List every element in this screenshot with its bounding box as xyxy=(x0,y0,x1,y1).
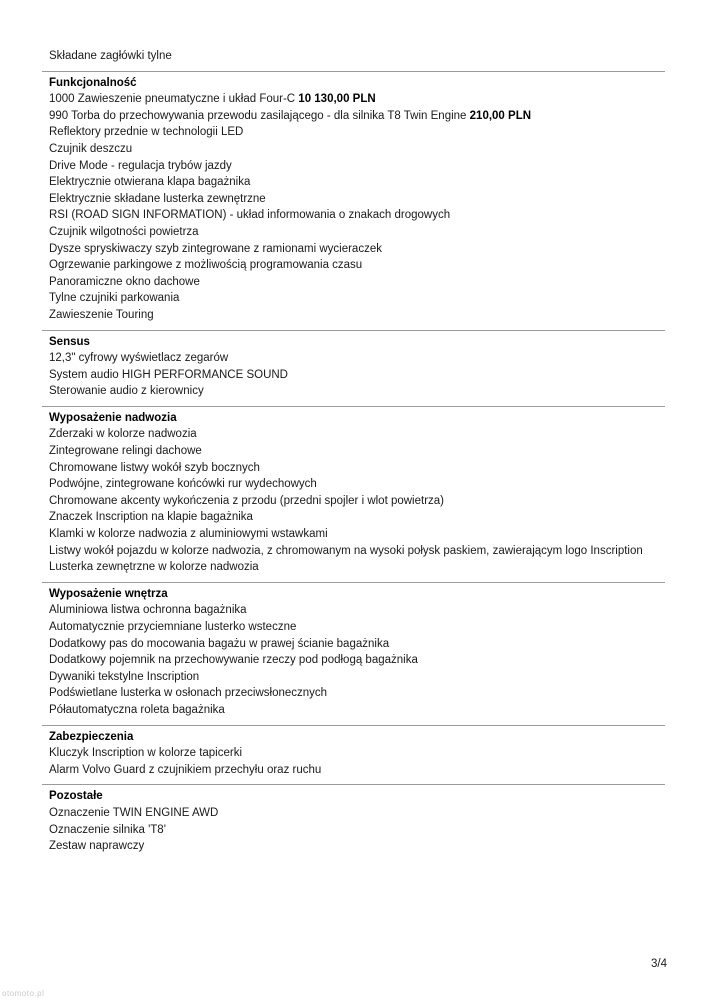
item-line xyxy=(49,685,665,702)
item-line xyxy=(49,274,665,291)
item-line xyxy=(49,460,665,477)
item-text: Dywaniki tekstylne Inscription xyxy=(49,670,200,683)
item-text: Składane zagłówki tylne xyxy=(49,50,172,62)
item-line xyxy=(49,290,665,307)
item-price: 10 130,00 PLN xyxy=(295,93,376,106)
item-text: Chromowane akcenty wykończenia z przodu (przedni spojler i wlot powietrza) xyxy=(49,494,445,507)
item-text: Zderzaki w kolorze nadwozia xyxy=(49,428,197,441)
item-text: Automatycznie przyciemniane lusterko wsteczne xyxy=(49,621,297,633)
section-title: Wyposażenie wnętrza xyxy=(49,587,168,600)
page-number: 3/4 xyxy=(651,958,667,970)
section-divider xyxy=(42,406,665,407)
item-text: Elektrycznie składane lusterka zewnętrzne xyxy=(49,192,266,205)
item-text: Podwójne, zintegrowane końcówki rur wydechowych xyxy=(49,478,317,491)
item-line xyxy=(49,48,665,65)
item-line xyxy=(49,383,665,400)
item-line xyxy=(49,158,665,175)
item-line xyxy=(49,307,665,324)
item-line xyxy=(49,476,665,493)
item-text: Oznaczenie TWIN ENGINE AWD xyxy=(49,806,219,819)
section-title: Pozostałe xyxy=(49,790,103,803)
item-text: 1000 Zawieszenie pneumatyczne i układ Four-C xyxy=(49,93,296,106)
item-line xyxy=(49,559,665,576)
item-text: Półautomatyczna roleta bagażnika xyxy=(49,703,225,716)
section-title: Wyposażenie nadwozia xyxy=(49,411,177,424)
item-line xyxy=(49,350,665,367)
item-line xyxy=(49,652,665,669)
item-text: Kluczyk Inscription w kolorze tapicerki xyxy=(49,747,243,760)
item-text: Dodatkowy pojemnik na przechowywanie rzeczy pod podłogą bagażnika xyxy=(49,654,418,667)
item-text: Reflektory przednie w technologii LED xyxy=(49,126,244,139)
item-text: Ogrzewanie parkingowe z możliwością programowania czasu xyxy=(49,259,363,272)
item-line xyxy=(49,493,665,510)
item-line xyxy=(49,838,665,855)
section-divider xyxy=(42,725,665,726)
item-line xyxy=(49,526,665,543)
item-text: Zawieszenie Touring xyxy=(49,308,154,321)
item-line xyxy=(49,108,665,125)
item-line xyxy=(49,822,665,839)
item-text: Aluminiowa listwa ochronna bagażnika xyxy=(49,604,247,617)
item-line xyxy=(49,224,665,241)
item-text: Dodatkowy pas do mocowania bagażu w prawej ścianie bagażnika xyxy=(49,637,390,650)
item-text: Listwy wokół pojazdu w kolorze nadwozia, z chromowanym na wysoki połysk paskiem, zawierającym logo Inscription xyxy=(49,544,643,557)
item-line xyxy=(49,124,665,141)
item-line xyxy=(49,702,665,719)
section-divider xyxy=(42,582,665,583)
watermark: otomoto.pl xyxy=(2,989,45,998)
item-text: Zintegrowane relingi dachowe xyxy=(49,445,202,458)
item-text: Znaczek Inscription na klapie bagażnika xyxy=(49,511,253,524)
section-divider xyxy=(42,330,665,331)
item-line xyxy=(49,636,665,653)
item-text: System audio HIGH PERFORMANCE SOUND xyxy=(49,368,288,381)
item-text: Drive Mode - regulacja trybów jazdy xyxy=(49,159,232,172)
item-line xyxy=(49,241,665,258)
item-line xyxy=(49,745,665,762)
item-line xyxy=(49,669,665,686)
item-line xyxy=(49,762,665,779)
item-text: Tylne czujniki parkowania xyxy=(49,292,180,305)
section-divider xyxy=(42,71,665,72)
item-line xyxy=(49,426,665,443)
item-line xyxy=(49,805,665,822)
item-line xyxy=(49,141,665,158)
item-line xyxy=(49,191,665,208)
item-text: RSI (ROAD SIGN INFORMATION) - układ informowania o znakach drogowych xyxy=(49,209,451,222)
item-line xyxy=(49,207,665,224)
item-line xyxy=(49,619,665,636)
item-text: 990 Torba do przechowywania przewodu zasilającego - dla silnika T8 Twin Engine xyxy=(49,109,467,122)
item-text: Chromowane listwy wokół szyb bocznych xyxy=(49,461,260,474)
item-line xyxy=(49,257,665,274)
item-text: Elektrycznie otwierana klapa bagażnika xyxy=(49,176,251,189)
item-text: Klamki w kolorze nadwozia z aluminiowymi wstawkami xyxy=(49,528,328,541)
section-divider xyxy=(42,784,665,785)
item-text: Alarm Volvo Guard z czujnikiem przechyłu oraz ruchu xyxy=(49,763,322,776)
item-line xyxy=(49,509,665,526)
item-line xyxy=(49,543,665,560)
item-line xyxy=(49,443,665,460)
item-text: Oznaczenie silnika 'T8' xyxy=(49,823,166,836)
item-text: Podświetlane lusterka w osłonach przeciwsłonecznych xyxy=(49,687,328,700)
section-title: Zabezpieczenia xyxy=(49,730,134,743)
item-line xyxy=(49,602,665,619)
item-line xyxy=(49,91,665,108)
item-text: 12,3" cyfrowy wyświetlacz zegarów xyxy=(49,352,229,365)
item-text: Dysze spryskiwaczy szyb zintegrowane z ramionami wycieraczek xyxy=(49,242,382,255)
item-text: Czujnik deszczu xyxy=(49,142,133,155)
item-text: Czujnik wilgotności powietrza xyxy=(49,225,199,238)
item-text: Panoramiczne okno dachowe xyxy=(49,275,200,288)
section-title: Funkcjonalność xyxy=(49,76,137,89)
document-content xyxy=(49,48,665,855)
item-text: Zestaw naprawczy xyxy=(49,840,145,853)
section-title: Sensus xyxy=(49,335,90,348)
item-line xyxy=(49,174,665,191)
item-text: Sterowanie audio z kierownicy xyxy=(49,385,204,398)
item-line xyxy=(49,367,665,384)
item-text: Lusterka zewnętrzne w kolorze nadwozia xyxy=(49,561,259,574)
item-price: 210,00 PLN xyxy=(466,109,532,122)
